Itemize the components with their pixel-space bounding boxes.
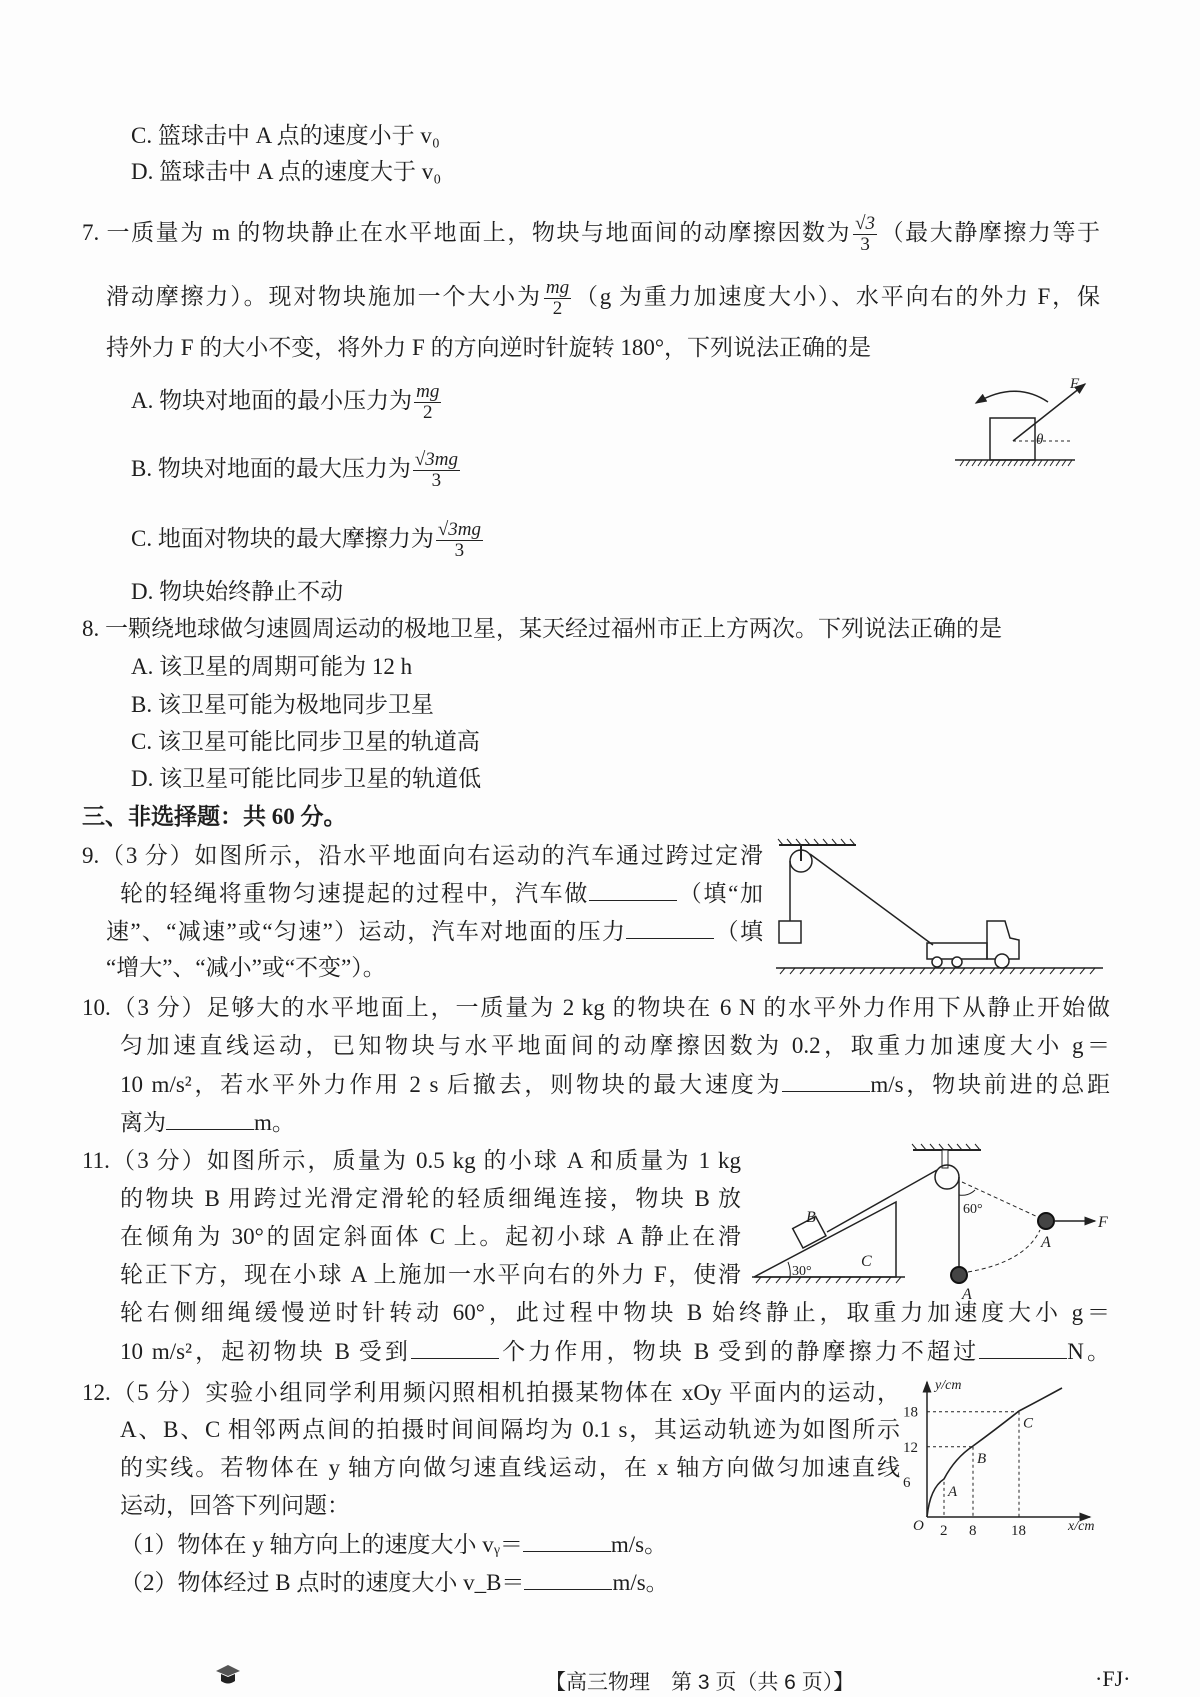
fraction (544, 278, 571, 319)
line-q11l4 (120, 1261, 741, 1289)
point-label-A: A (948, 1483, 958, 1500)
fraction (413, 450, 460, 491)
answer-blank[interactable] (782, 1071, 870, 1092)
y-tick-label: 18 (903, 1404, 918, 1421)
text: D. 物块始终静止不动 (131, 579, 344, 604)
denominator: 3 (431, 470, 442, 491)
text: （2）物体经过 B 点时的速度大小 v_B＝ (120, 1570, 525, 1595)
rope-diagonal (810, 854, 933, 945)
text: m/s，物块前进的总距 (870, 1072, 1111, 1097)
force-label: F (1070, 376, 1080, 392)
line-q12l4 (120, 1492, 350, 1520)
text: 12.（5 分）实验小组同学利用频闪照相机拍摄某物体在 xOy 平面内的运动， (82, 1380, 900, 1405)
truck (927, 921, 1019, 968)
line-q11l6 (120, 1338, 1110, 1366)
line-q10l3 (120, 1071, 1110, 1099)
line-q6d (131, 158, 441, 186)
line-q7l3 (106, 334, 871, 362)
text: N。 (1067, 1339, 1110, 1364)
line-q8d (131, 765, 481, 793)
x-tick-label: 8 (969, 1523, 977, 1539)
text: （1）物体在 y 轴方向上的速度大小 vᵧ＝ (120, 1532, 523, 1557)
block (990, 418, 1035, 460)
text: 离为 (120, 1110, 166, 1135)
line-q7a (131, 381, 443, 423)
q7-figure (950, 370, 1095, 480)
text: 10.（3 分）足够大的水平地面上，一质量为 2 kg 的物块在 6 N 的水平外力作用下从静止开始做 (82, 995, 1110, 1020)
line-q9l2 (120, 880, 763, 908)
line-q11l3 (120, 1223, 741, 1251)
denominator: 2 (422, 402, 433, 423)
incline-c (754, 1202, 896, 1277)
fraction (853, 214, 877, 255)
line-q10l1 (82, 994, 1110, 1022)
text: （填 (714, 919, 764, 944)
svg-text:C: C (861, 1253, 872, 1270)
answer-blank[interactable] (979, 1338, 1067, 1359)
text: D. 该卫星可能比同步卫星的轨道低 (131, 766, 482, 791)
numerator: mg (416, 381, 440, 402)
x-tick-label: 18 (1011, 1523, 1026, 1539)
line-q12l6 (120, 1569, 669, 1597)
text: 的实线。若物体在 y 轴方向做匀速直线运动，在 x 轴方向做匀加速直线 (120, 1455, 900, 1480)
x-axis-label: x/cm (1068, 1519, 1095, 1534)
origin-label: O (913, 1518, 924, 1534)
svg-text:60°: 60° (963, 1202, 983, 1217)
text: A、B、C 相邻两点间的拍摄时间间隔均为 0.1 s，其运动轨迹为如图所示 (120, 1417, 900, 1442)
svg-text:A: A (1041, 1234, 1051, 1251)
line-q9l4 (106, 954, 386, 982)
svg-text:F: F (1098, 1214, 1108, 1231)
pulley (935, 1165, 959, 1189)
text: 速”、“减速”或“匀速”）运动，汽车对地面的压力 (106, 919, 627, 944)
numerator: √3mg (437, 519, 481, 540)
text: 11.（3 分）如图所示，质量为 0.5 kg 的小球 A 和质量为 1 kg (82, 1148, 741, 1173)
answer-blank[interactable] (589, 880, 677, 901)
line-q12l1 (82, 1379, 900, 1407)
footer-page-info: 【高三物理 第 3 页（共 6 页）】 (545, 1671, 855, 1694)
line-q8c (131, 728, 480, 756)
text: m/s。 (612, 1570, 669, 1595)
footer-region-code: ·FJ· (1095, 1666, 1131, 1691)
line-q10l4 (120, 1109, 295, 1137)
line-q7c (131, 519, 485, 561)
angle-label: θ (1036, 432, 1044, 448)
line-q11l2 (120, 1185, 741, 1213)
text: A. 物块对地面的最小压力为 (131, 387, 413, 413)
line-q12l2 (120, 1416, 900, 1444)
text: 9.（3 分）如图所示，沿水平地面向右运动的汽车通过跨过定滑 (82, 843, 763, 868)
text: D. 篮球击中 A 点的速度大于 v₀ (131, 159, 442, 184)
text: （最大静摩擦力等于 (879, 219, 1101, 245)
q11-figure (745, 1140, 1115, 1310)
fraction (414, 382, 441, 423)
text: 10 m/s²，若水平外力作用 2 s 后撤去，则物块的最大速度为 (120, 1072, 783, 1097)
line-q9l1 (82, 842, 763, 870)
text: 轮右侧细绳缓慢逆时针转动 60°，此过程中物块 B 始终静止，取重力加速度大小 g＝ (120, 1300, 1110, 1325)
text: C. 地面对物块的最大摩擦力为 (131, 525, 434, 551)
line-q8a (131, 653, 412, 681)
fraction (436, 520, 483, 561)
numerator: √3mg (414, 449, 458, 470)
text: m。 (254, 1110, 295, 1135)
ball-a-start (951, 1267, 967, 1283)
rotation-arrow (976, 391, 1048, 403)
x-tick-label: 2 (940, 1523, 948, 1539)
line-q11l1 (82, 1147, 741, 1175)
line-q12l5 (120, 1531, 667, 1559)
text: 轮的轻绳将重物匀速提起的过程中，汽车做 (120, 881, 590, 906)
text: 个力作用，物块 B 受到的静摩擦力不超过 (499, 1339, 980, 1364)
text: m/s。 (610, 1532, 668, 1557)
point-label-B: B (977, 1450, 987, 1467)
line-q7l1 (82, 213, 1101, 255)
answer-blank[interactable] (523, 1531, 611, 1552)
graduation-cap-icon (215, 1664, 241, 1686)
text: B. 物块对地面的最大压力为 (131, 455, 411, 481)
q12-figure (895, 1370, 1110, 1545)
text: 在倾角为 30°的固定斜面体 C 上。起初小球 A 静止在滑 (120, 1224, 741, 1249)
svg-text:A: A (962, 1286, 972, 1303)
text: 10 m/s²，起初物块 B 受到 (120, 1339, 412, 1364)
text: 三、非选择题：共 60 分。 (82, 804, 347, 829)
line-q9l3 (106, 918, 763, 946)
text: 匀加速直线运动，已知物块与水平地面间的动摩擦因数为 0.2，取重力加速度大小 g＝ (120, 1033, 1111, 1058)
rope-to-b (827, 1170, 937, 1232)
text: （填“加 (677, 881, 764, 906)
text: A. 该卫星的周期可能为 12 h (131, 654, 413, 679)
text: C. 该卫星可能比同步卫星的轨道高 (131, 729, 480, 754)
text: 轮正下方，现在小球 A 上施加一水平向右的外力 F，使滑 (120, 1262, 741, 1287)
text: 7. 一质量为 m 的物块静止在水平地面上，物块与地面间的动摩擦因数为 (82, 219, 852, 245)
text: 的物块 B 用跨过光滑定滑轮的轻质细绳连接，物块 B 放 (120, 1186, 741, 1211)
answer-blank[interactable] (524, 1569, 612, 1590)
svg-text:B: B (806, 1209, 816, 1226)
text: “增大”、“减小”或“不变”）。 (106, 955, 386, 980)
numerator: √3 (855, 213, 876, 234)
text: 运动，回答下列问题： (120, 1493, 350, 1518)
point-label-C: C (1023, 1415, 1034, 1432)
text: C. 篮球击中 A 点的速度小于 v₀ (131, 123, 440, 148)
line-q10l2 (120, 1032, 1110, 1060)
line-q8 (82, 615, 1002, 643)
line-q7b (131, 449, 462, 491)
ball-a-end (1038, 1213, 1054, 1229)
text: B. 该卫星可能为极地同步卫星 (131, 692, 434, 717)
weight (779, 921, 801, 943)
ground-hatch (960, 460, 1072, 466)
line-sec3 (82, 803, 347, 831)
answer-blank[interactable] (166, 1109, 254, 1130)
denominator: 3 (454, 540, 465, 561)
y-tick-label: 12 (903, 1439, 918, 1456)
answer-blank[interactable] (626, 918, 714, 939)
text: 8. 一颗绕地球做匀速圆周运动的极地卫星，某天经过福州市正上方两次。下列说法正确的是 (82, 616, 1002, 641)
line-q12l3 (120, 1454, 900, 1482)
line-q6c (131, 122, 440, 150)
line-q7l2 (106, 277, 1101, 319)
q9-figure (770, 835, 1110, 980)
svg-text:30°: 30° (792, 1264, 812, 1279)
y-axis-label: y/cm (935, 1378, 962, 1393)
line-q7d (131, 578, 343, 606)
text: 持外力 F 的大小不变，将外力 F 的方向逆时针旋转 180°，下列说法正确的是 (106, 335, 872, 360)
denominator: 2 (552, 298, 563, 319)
text: （g 为重力加速度大小）、水平向右的外力 F，保 (573, 283, 1101, 309)
path-arc (968, 1230, 1040, 1272)
text: 滑动摩擦力）。现对物块施加一个大小为 (106, 283, 542, 309)
denominator: 3 (860, 234, 870, 255)
numerator: mg (545, 277, 570, 298)
y-tick-label: 6 (903, 1474, 911, 1491)
answer-blank[interactable] (411, 1338, 499, 1359)
line-q8b (131, 691, 434, 719)
ground-hatch (780, 968, 1095, 974)
